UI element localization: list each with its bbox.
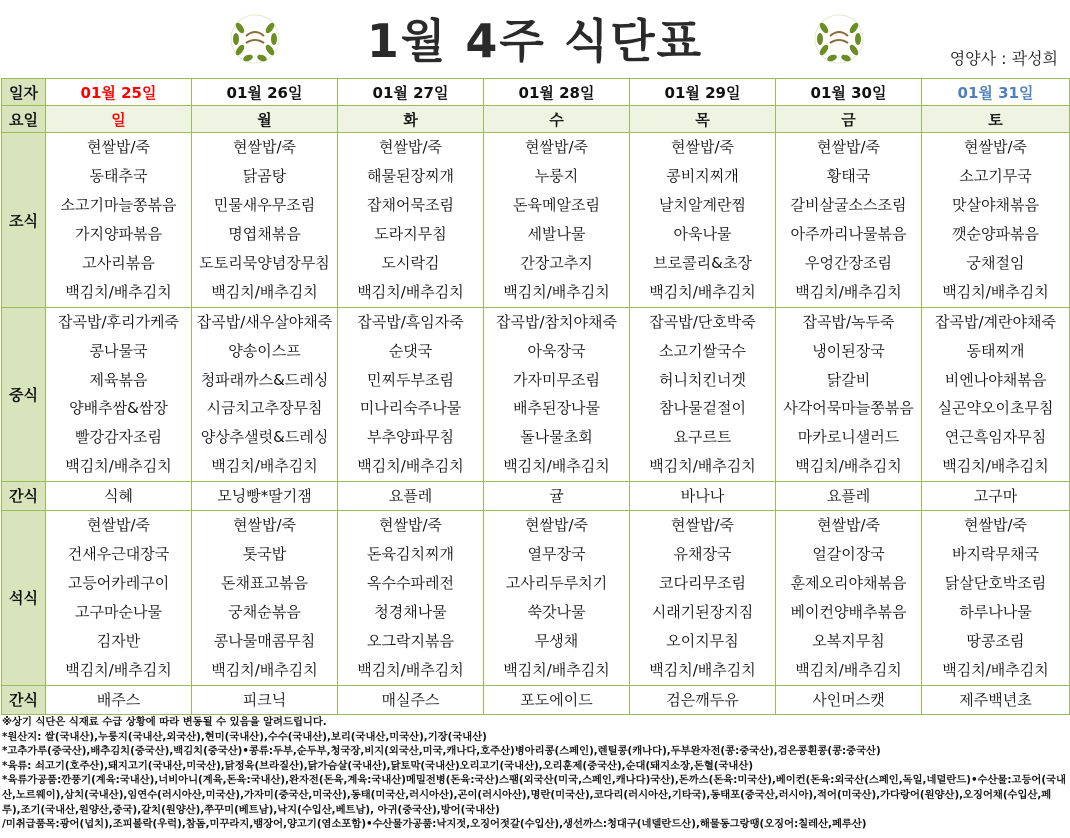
menu-item: 현쌀밥/죽 xyxy=(670,515,734,534)
menu-item: 코다리무조림 xyxy=(659,573,746,592)
menu-item: 오복지무침 xyxy=(812,631,885,650)
dinner-cell xyxy=(484,510,630,685)
menu-item: 날치알계란찜 xyxy=(659,196,746,214)
menu-item: 백김치/배추김치 xyxy=(795,456,902,475)
menu-item: 현쌀밥/죽 xyxy=(963,138,1027,156)
menu-item: 백김치/배추김치 xyxy=(649,456,756,475)
menu-item: 해물된장찌개 xyxy=(367,167,454,185)
menu-item: 아주까리나물볶음 xyxy=(790,225,907,243)
menu-item: 훈제오리야채볶음 xyxy=(790,573,907,592)
breakfast-cell xyxy=(46,133,192,308)
note-line: *육류: 쇠고기(호주산),돼지고기(국내산,미국산),닭정육(브라질산),닭가슴살(국내산),닭토막(국내산)오리고기(국내산),오리훈제(중국산),순대(돼지소장,돈혈(국내산) xyxy=(2,759,754,772)
menu-item: 백김치/배추김치 xyxy=(503,660,610,679)
menu-item: 현쌀밥/죽 xyxy=(86,138,150,156)
dinner-cell xyxy=(338,510,484,685)
menu-item: 간장고추지 xyxy=(520,254,593,272)
menu-item: 돈육김치찌개 xyxy=(367,544,454,563)
menu-item: 현쌀밥/죽 xyxy=(378,515,442,534)
dinner-cell xyxy=(776,510,922,685)
menu-item: 궁채순볶음 xyxy=(228,602,301,621)
menu-item: 현쌀밥/죽 xyxy=(378,138,442,156)
menu-item: 무생채 xyxy=(534,631,579,650)
menu-item: 백김치/배추김치 xyxy=(357,660,464,679)
menu-item: 건새우근대장국 xyxy=(67,544,170,563)
menu-item: 얼갈이장국 xyxy=(812,544,885,563)
menu-item: 민물새우무조림 xyxy=(213,196,316,214)
menu-item: 아욱장국 xyxy=(527,341,586,360)
menu-item: 고사리두루치기 xyxy=(505,573,608,592)
date-row xyxy=(2,79,1070,106)
menu-item: 오이지무침 xyxy=(666,631,739,650)
breakfast-cell xyxy=(922,133,1070,308)
menu-item: 현쌀밥/죽 xyxy=(232,515,296,534)
menu-item: 허니치킨너겟 xyxy=(659,370,746,389)
menu-item: 백김치/배추김치 xyxy=(357,283,464,301)
weekday-cell: 일 xyxy=(46,106,192,133)
menu-item: 톳국밥 xyxy=(242,544,287,563)
weekday-cell: 월 xyxy=(192,106,338,133)
menu-item: 잡곡밥/계란야채죽 xyxy=(935,313,1056,331)
menu-item: 순댓국 xyxy=(388,341,433,360)
menu-item: 부추양파무침 xyxy=(367,428,454,447)
date-cell: 01월 31일 xyxy=(922,79,1070,106)
weekday-row xyxy=(2,106,1070,133)
weekday-cell: 수 xyxy=(484,106,630,133)
breakfast-row xyxy=(2,133,1070,308)
dinner-label: 석식 xyxy=(2,510,46,685)
menu-item: 백김치/배추김치 xyxy=(795,660,902,679)
menu-item: 도시락김 xyxy=(381,254,440,272)
menu-item: 잡곡밥/새우살야채죽 xyxy=(196,313,333,331)
menu-item: 콩나물국 xyxy=(89,341,148,360)
meal-table xyxy=(1,78,1070,715)
menu-item: 콩나물매콤무침 xyxy=(213,631,316,650)
date-cell: 01월 26일 xyxy=(192,79,338,106)
menu-item: 요구르트 xyxy=(673,428,732,447)
menu-item: 궁채절임 xyxy=(966,254,1025,272)
snack-cell: 배주스 xyxy=(46,685,192,714)
menu-item: 바지락무채국 xyxy=(952,544,1039,563)
menu-item: 사각어묵마늘쫑볶음 xyxy=(783,399,914,418)
menu-item: 백김치/배추김치 xyxy=(503,283,610,301)
dinner-cell xyxy=(46,510,192,685)
menu-item: 현쌀밥/죽 xyxy=(963,515,1027,534)
menu-item: 잡곡밥/참치야채죽 xyxy=(496,313,617,331)
menu-item: 미나리숙주나물 xyxy=(359,399,462,418)
menu-item: 잡곡밥/녹두죽 xyxy=(802,313,895,331)
weekday-cell: 목 xyxy=(630,106,776,133)
menu-item: 잡곡밥/흑임자죽 xyxy=(357,313,464,331)
breakfast-label: 조식 xyxy=(2,133,46,308)
menu-item: 명엽채볶음 xyxy=(228,225,301,243)
menu-item: 시금치고추장무침 xyxy=(206,399,323,418)
menu-item: 누룽지 xyxy=(534,167,579,185)
menu-item: 제육볶음 xyxy=(89,370,148,389)
menu-item: 동태찌개 xyxy=(966,341,1025,360)
lunch-label: 중식 xyxy=(2,308,46,482)
lunch-cell xyxy=(630,308,776,482)
date-cell: 01월 27일 xyxy=(338,79,484,106)
snack-cell: 매실주스 xyxy=(338,685,484,714)
breakfast-cell xyxy=(484,133,630,308)
menu-item: 닭갈비 xyxy=(826,370,871,389)
breakfast-cell xyxy=(338,133,484,308)
date-label: 일자 xyxy=(2,79,46,106)
lunch-row xyxy=(2,308,1070,482)
menu-item: 백김치/배추김치 xyxy=(503,456,610,475)
weekday-cell: 토 xyxy=(922,106,1070,133)
lunch-cell xyxy=(922,308,1070,482)
dinner-cell xyxy=(922,510,1070,685)
menu-item: 열무장국 xyxy=(527,544,586,563)
menu-item: 하루나나물 xyxy=(959,602,1032,621)
menu-item: 백김치/배추김치 xyxy=(795,283,902,301)
snack-cell: 포도에이드 xyxy=(484,685,630,714)
menu-item: 세발나물 xyxy=(527,225,586,243)
menu-item: 유채장국 xyxy=(673,544,732,563)
snack1-label: 간식 xyxy=(2,481,46,510)
note-line: *육류가공품:깐풍기(계육:국내산),너비아니(계육,돈육:국내산),완자전(돈육,계육:국내산)메밀전병(돈육:국산)스팸(외국산(미국,스페인,캐나다)국산),돈까스(돈육:미국산),베이컨(돈육:외국산(스페인,독일,네덜란드)•수산물:고등어(국내산,노르웨이),삼치(국내산),임연수(러시아산,미국산),가자미(중국산,미국산),동태(미국산,러시아산),곤이(러시아산),명란(미국산),코다리(러시아산,기타국),동태포(중국산,러시아),적어(미국산),가다랑어(원양산),오징어채(수입산,페루),조기(국내산,원양산,중국),갈치(원양산),쭈꾸미(베트남),낙지(수입산,베트남), 아귀(중국산),방어(국내산) xyxy=(2,774,1066,816)
note-line: /미취급품목:광어(넙치),조피볼락(우럭),참돔,미꾸라지,뱀장어,양고기(염소포함)•수산물가공품:낙지젓,오징어젓갈(수입산),생선까스:청대구(네델란드산),해물동그랑땡(오징어:칠레산,페루산) xyxy=(2,818,867,831)
menu-item: 깻순양파볶음 xyxy=(952,225,1039,243)
menu-item: 브로콜리&초장 xyxy=(653,254,752,272)
snack-cell: 검은깨두유 xyxy=(630,685,776,714)
menu-item: 돌나물초회 xyxy=(520,428,593,447)
snack2-label: 간식 xyxy=(2,685,46,714)
snack1-row xyxy=(2,481,1070,510)
snack-cell: 요플레 xyxy=(776,481,922,510)
menu-item: 현쌀밥/죽 xyxy=(524,515,588,534)
menu-item: 황태국 xyxy=(826,167,871,185)
menu-item: 김자반 xyxy=(96,631,141,650)
menu-item: 소고기쌀국수 xyxy=(659,341,746,360)
snack-cell: 제주백년초 xyxy=(922,685,1070,714)
menu-item: 백김치/배추김치 xyxy=(211,283,318,301)
menu-item: 청파래까스&드레싱 xyxy=(200,370,329,389)
menu-item: 도라지무침 xyxy=(374,225,447,243)
snack-cell: 고구마 xyxy=(922,481,1070,510)
menu-item: 현쌀밥/죽 xyxy=(670,138,734,156)
snack-cell: 귤 xyxy=(484,481,630,510)
weekday-cell: 금 xyxy=(776,106,922,133)
menu-item: 닭곰탕 xyxy=(242,167,287,185)
date-cell: 01월 29일 xyxy=(630,79,776,106)
menu-item: 백김치/배추김치 xyxy=(649,660,756,679)
menu-item: 백김치/배추김치 xyxy=(357,456,464,475)
snack-cell: 피크닉 xyxy=(192,685,338,714)
menu-item: 돈채표고볶음 xyxy=(221,573,308,592)
menu-item: 시래기된장지짐 xyxy=(651,602,754,621)
menu-item: 마카로니샐러드 xyxy=(797,428,900,447)
dinner-row xyxy=(2,510,1070,685)
menu-item: 가자미무조림 xyxy=(513,370,600,389)
menu-item: 오그락지볶음 xyxy=(367,631,454,650)
dinner-cell xyxy=(630,510,776,685)
menu-item: 양상추샐럿&드레싱 xyxy=(200,428,329,447)
snack-cell: 요플레 xyxy=(338,481,484,510)
menu-item: 고등어카레구이 xyxy=(67,573,170,592)
notes-section xyxy=(2,715,1068,832)
snack-cell: 바나나 xyxy=(630,481,776,510)
lunch-cell xyxy=(192,308,338,482)
menu-item: 양송이스프 xyxy=(228,341,301,360)
menu-item: 양배추쌈&쌈장 xyxy=(69,399,168,418)
menu-item: 가지양파볶음 xyxy=(75,225,162,243)
menu-item: 실곤약오이초무침 xyxy=(937,399,1054,418)
leaf-wreath-logo xyxy=(812,12,866,66)
note-line: *원산지: 쌀(국내산),누룽지(국내산,외국산),현미(국내산),수수(국내산),보리(국내산,미국산),기장(국내산) xyxy=(2,730,487,743)
menu-item: 참나물겉절이 xyxy=(659,399,746,418)
menu-item: 고사리볶음 xyxy=(82,254,155,272)
note-line: ※상기 식단은 식재료 수급 상황에 따라 변동될 수 있음을 알려드립니다. xyxy=(2,716,327,728)
menu-item: 땅콩조림 xyxy=(966,631,1025,650)
leaf-wreath-logo xyxy=(228,12,282,66)
breakfast-cell xyxy=(630,133,776,308)
menu-item: 베이컨양배추볶음 xyxy=(790,602,907,621)
menu-item: 청경채나물 xyxy=(374,602,447,621)
page-title: 1월 4주 식단표 xyxy=(366,14,704,68)
menu-item: 닭살단호박조림 xyxy=(944,573,1047,592)
menu-item: 아욱나물 xyxy=(673,225,732,243)
menu-item: 백김치/배추김치 xyxy=(211,456,318,475)
menu-item: 백김치/배추김치 xyxy=(942,660,1049,679)
menu-item: 잡곡밥/단호박죽 xyxy=(649,313,756,331)
menu-item: 백김치/배추김치 xyxy=(942,283,1049,301)
snack-cell: 모닝빵*딸기잼 xyxy=(192,481,338,510)
lunch-cell xyxy=(338,308,484,482)
menu-item: 현쌀밥/죽 xyxy=(816,515,880,534)
menu-item: 우엉간장조림 xyxy=(805,254,892,272)
date-cell: 01월 30일 xyxy=(776,79,922,106)
menu-item: 현쌀밥/죽 xyxy=(86,515,150,534)
menu-item: 백김치/배추김치 xyxy=(65,283,172,301)
menu-item: 동태추국 xyxy=(89,167,148,185)
menu-item: 잡곡밥/후리가케죽 xyxy=(58,313,179,331)
lunch-cell xyxy=(484,308,630,482)
menu-item: 소고기무국 xyxy=(959,167,1032,185)
menu-item: 백김치/배추김치 xyxy=(65,456,172,475)
menu-item: 맛살야채볶음 xyxy=(952,196,1039,214)
lunch-cell xyxy=(46,308,192,482)
menu-item: 백김치/배추김치 xyxy=(942,456,1049,475)
menu-item: 현쌀밥/죽 xyxy=(816,138,880,156)
nutritionist-name: 영양사 : 곽성희 xyxy=(949,49,1058,68)
snack-cell: 사인머스캣 xyxy=(776,685,922,714)
menu-item: 백김치/배추김치 xyxy=(65,660,172,679)
note-line: *고추가루(중국산),배추김치(중국산),백김치(중국산)•콩류:두부,순두부,청국장,비지(외국산,미국,캐나다,호주산)병아리콩(스페인),렌틸콩(캐나다),두부완자전(콩:중국산),검은콩흰콩(콩:중국산) xyxy=(2,745,881,758)
menu-item: 쑥갓나물 xyxy=(527,602,586,621)
menu-item: 배추된장나물 xyxy=(513,399,600,418)
menu-item: 냉이된장국 xyxy=(812,341,885,360)
menu-item: 돈육메알조림 xyxy=(513,196,600,214)
date-cell: 01월 28일 xyxy=(484,79,630,106)
menu-item: 고구마순나물 xyxy=(75,602,162,621)
snack-cell: 식혜 xyxy=(46,481,192,510)
weekday-cell: 화 xyxy=(338,106,484,133)
menu-item: 비엔나야채볶음 xyxy=(944,370,1047,389)
menu-item: 백김치/배추김치 xyxy=(649,283,756,301)
menu-item: 소고기마늘쫑볶음 xyxy=(60,196,177,214)
snack2-row xyxy=(2,685,1070,714)
menu-item: 갈비살굴소스조림 xyxy=(790,196,907,214)
menu-item: 도토리묵양념장무침 xyxy=(199,254,330,272)
date-cell: 01월 25일 xyxy=(46,79,192,106)
menu-item: 백김치/배추김치 xyxy=(211,660,318,679)
menu-item: 현쌀밥/죽 xyxy=(232,138,296,156)
dinner-cell xyxy=(192,510,338,685)
menu-item: 잡채어묵조림 xyxy=(367,196,454,214)
menu-item: 민찌두부조림 xyxy=(367,370,454,389)
menu-item: 빨강감자조림 xyxy=(75,428,162,447)
breakfast-cell xyxy=(192,133,338,308)
menu-item: 현쌀밥/죽 xyxy=(524,138,588,156)
weekday-label: 요일 xyxy=(2,106,46,133)
menu-item: 연근흑임자무침 xyxy=(944,428,1047,447)
menu-item: 옥수수파레전 xyxy=(367,573,454,592)
breakfast-cell xyxy=(776,133,922,308)
lunch-cell xyxy=(776,308,922,482)
menu-item: 콩비지찌개 xyxy=(666,167,739,185)
